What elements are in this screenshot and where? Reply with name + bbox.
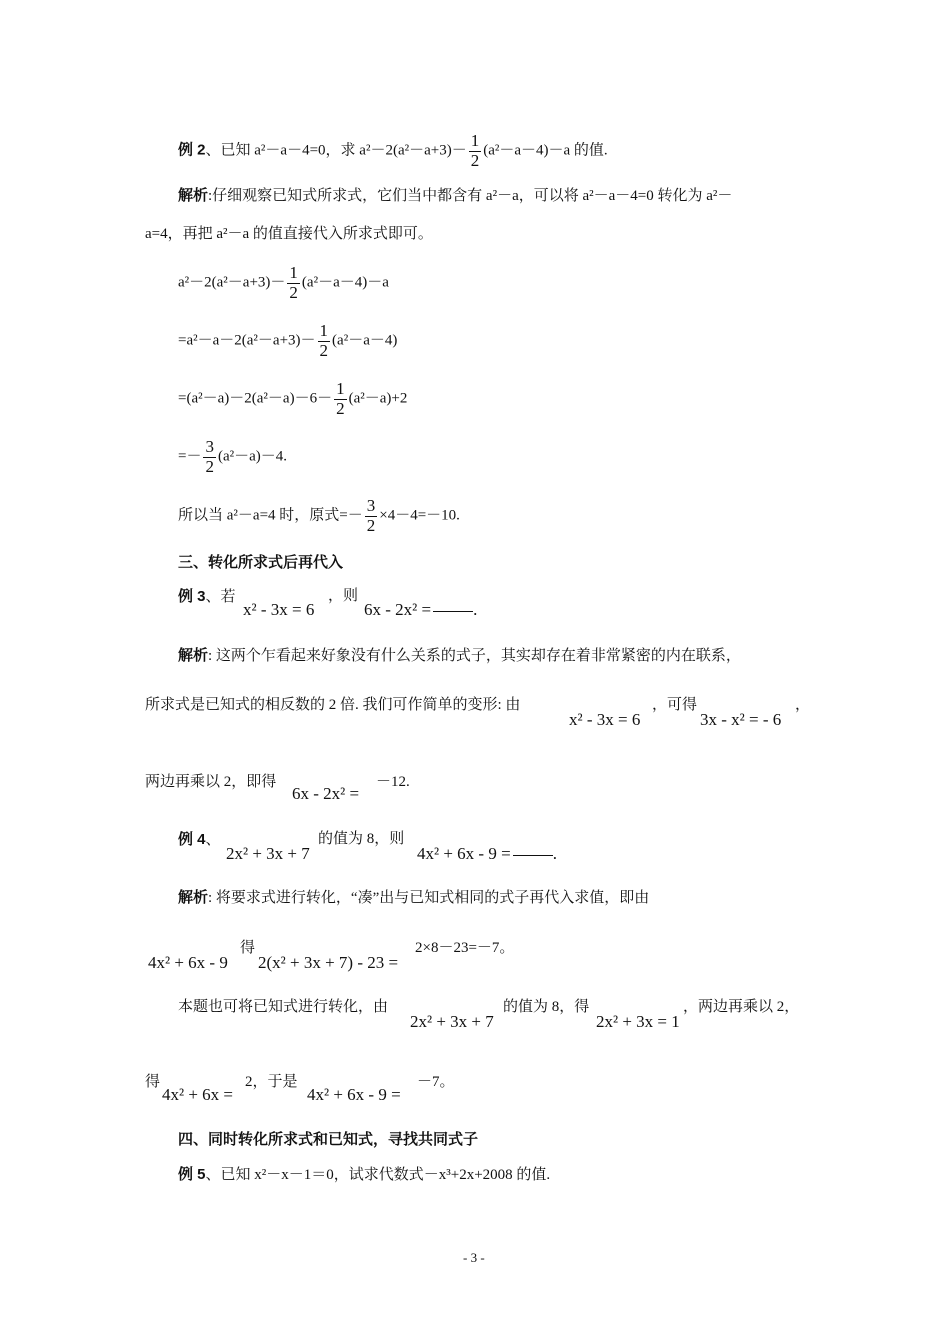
example-2-question: 例 2、已知 a²－a－4=0，求 a²－2(a²－a+3)－ $\frac{1}{2}$ (a²－a－4)－a 的值. xyxy=(178,131,608,170)
math-expression: 2x² + 3x = 1 xyxy=(596,1012,680,1031)
example-2-step-4: =－ $\frac{3}{2}$ (a²－a)－4. xyxy=(178,437,288,476)
example-3-analysis-line3: 两边再乘以 2，即得 xyxy=(145,774,277,790)
math-expression: 2(x² + 3x + 7) - 23 = xyxy=(258,953,399,972)
example-3-question: 例 3、若 xyxy=(178,588,236,605)
math-expression: x² - 3x = 6 xyxy=(569,710,641,729)
math-expression: 6x - 2x² = xyxy=(292,784,360,803)
example-2-step-3: =(a²－a)－2(a²－a)－6－ $\frac{1}{2}$ (a²－a)+2 xyxy=(178,379,408,418)
math-expression: 4x² + 6x - 9 xyxy=(148,953,228,972)
section-4-heading: 四、同时转化所求式和已知式，寻找共同式子 xyxy=(178,1131,479,1148)
fraction: $\frac{1}{2}$ xyxy=(319,321,329,360)
example-3-label: 例 3 xyxy=(178,588,206,605)
example-3-analysis-line2: 所求式是已知式的相反数的 2 倍. 我们可作简单的变形: 由 xyxy=(145,697,521,713)
page-number: - 3 - xyxy=(463,1250,485,1265)
fraction: $\frac{3}{2}$ xyxy=(205,437,214,476)
analysis-label: 解析 xyxy=(178,647,209,664)
analysis-label: 解析 xyxy=(178,889,209,906)
fraction: $\frac{1}{2}$ xyxy=(470,131,480,170)
math-expression: 2x² + 3x + 7 xyxy=(226,844,310,863)
math-expression: 4x² + 6x = xyxy=(162,1085,234,1104)
example-2-step-2: =a²－a－2(a²－a+3)－ $\frac{1}{2}$ (a²－a－4) xyxy=(178,321,398,360)
example-4-label: 例 4 xyxy=(178,831,206,848)
math-expression: x² - 3x = 6 xyxy=(243,600,315,619)
fraction: $\frac{1}{2}$ xyxy=(336,379,345,418)
section-3-heading: 三、转化所求式后再代入 xyxy=(178,554,344,571)
fraction: $\frac{3}{2}$ xyxy=(366,496,376,535)
example-4-alt-line1: 本题也可将已知式进行转化，由 xyxy=(178,999,389,1015)
analysis-label: 解析 xyxy=(178,187,209,204)
example-4-analysis-line1: 解析: 将要求式进行转化，“凑”出与已知式相同的式子再代入求值，即由 xyxy=(178,889,650,906)
math-expression: 2x² + 3x + 7 xyxy=(410,1012,494,1031)
math-expression: 6x - 2x² = . xyxy=(364,600,478,619)
example-5-question: 例 5、已知 x²－x－1＝0，试求代数式－x³+2x+2008 的值. xyxy=(178,1166,551,1183)
example-2-step-1: a²－2(a²－a+3)－ $\frac{1}{2}$ (a²－a－4)－a xyxy=(178,263,389,302)
example-4-alt-line2: 得 xyxy=(145,1074,161,1090)
example-3-analysis-line1: 解析: 这两个乍看起来好象没有什么关系的式子，其实却存在着非常紧密的内在联系， xyxy=(178,647,741,664)
math-expression: 4x² + 6x - 9 = xyxy=(307,1085,401,1104)
example-2-analysis-line1: 解析:仔细观察已知式所求式，它们当中都含有 a²－a，可以将 a²－a－4=0 转化为 a²－ xyxy=(178,187,733,204)
answer-blank xyxy=(513,854,553,856)
answer-blank xyxy=(433,610,473,612)
example-5-label: 例 5 xyxy=(178,1166,206,1183)
example-4-question: 例 4、 xyxy=(178,831,221,848)
example-2-label: 例 2 xyxy=(178,141,206,159)
example-2-analysis-line2: a=4，再把 a²－a 的值直接代入所求式即可。 xyxy=(145,226,433,242)
example-2-conclusion: 所以当 a²－a=4 时，原式=－ $\frac{3}{2}$ ×4－4=－10. xyxy=(178,496,460,535)
math-expression: 4x² + 6x - 9 = . xyxy=(417,844,557,863)
fraction: $\frac{1}{2}$ xyxy=(289,263,298,302)
math-expression: 3x - x² = - 6 xyxy=(700,710,782,729)
